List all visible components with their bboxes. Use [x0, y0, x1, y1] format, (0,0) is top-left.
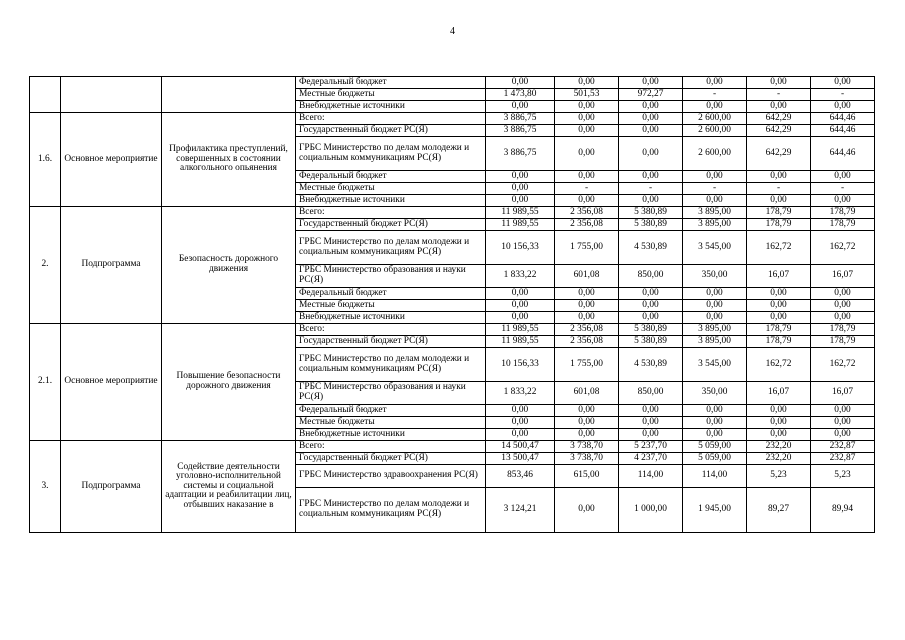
year-value-cell: 0,00 — [747, 300, 811, 312]
year-value-cell: 178,79 — [811, 336, 875, 348]
year-value-cell: 3 895,00 — [683, 336, 747, 348]
funding-source-cell: ГРБС Министерство по делам молодежи и социальным коммуникациям РС(Я) — [296, 348, 486, 382]
funding-source-cell: Государственный бюджет РС(Я) — [296, 219, 486, 231]
year-value-cell: 0,00 — [619, 195, 683, 207]
total-value-cell: 3 886,75 — [486, 125, 555, 137]
year-value-cell: 232,20 — [747, 441, 811, 453]
year-value-cell: 0,00 — [555, 300, 619, 312]
year-value-cell: 0,00 — [619, 125, 683, 137]
funding-source-cell: Всего: — [296, 441, 486, 453]
funding-source-cell: Местные бюджеты — [296, 417, 486, 429]
year-value-cell: 0,00 — [555, 113, 619, 125]
funding-source-cell: Внебюджетные источники — [296, 312, 486, 324]
total-value-cell: 10 156,33 — [486, 231, 555, 265]
year-value-cell: 16,07 — [811, 265, 875, 288]
table-row — [30, 77, 875, 89]
year-value-cell: 5 237,70 — [619, 441, 683, 453]
year-value-cell: 0,00 — [555, 417, 619, 429]
funding-source-cell: Внебюджетные источники — [296, 429, 486, 441]
year-value-cell: 850,00 — [619, 265, 683, 288]
year-value-cell: 0,00 — [555, 137, 619, 171]
total-value-cell: 0,00 — [486, 195, 555, 207]
year-value-cell: 5 380,89 — [619, 336, 683, 348]
year-value-cell: 0,00 — [683, 417, 747, 429]
total-value-cell: 0,00 — [486, 183, 555, 195]
year-value-cell: - — [811, 89, 875, 101]
row-number-cell — [30, 77, 61, 113]
year-value-cell: 644,46 — [811, 137, 875, 171]
year-value-cell: 644,46 — [811, 125, 875, 137]
page-number: 4 — [450, 26, 455, 37]
year-value-cell: 5,23 — [747, 465, 811, 488]
row-type-cell: Подпрограмма — [61, 207, 162, 324]
year-value-cell: 972,27 — [619, 89, 683, 101]
total-value-cell: 3 124,21 — [486, 488, 555, 533]
year-value-cell: 0,00 — [555, 171, 619, 183]
row-name-cell: Профилактика преступлений, совершенных в состоянии алкогольного опьянения — [162, 113, 296, 207]
year-value-cell: 0,00 — [811, 77, 875, 89]
row-type-cell — [61, 77, 162, 113]
year-value-cell: 5 380,89 — [619, 207, 683, 219]
year-value-cell: 3 545,00 — [683, 348, 747, 382]
table-row — [30, 324, 875, 336]
year-value-cell: 4 530,89 — [619, 348, 683, 382]
funding-source-cell: Всего: — [296, 113, 486, 125]
year-value-cell: 0,00 — [811, 288, 875, 300]
year-value-cell: 89,94 — [811, 488, 875, 533]
total-value-cell: 0,00 — [486, 101, 555, 113]
row-number-cell: 2. — [30, 207, 61, 324]
funding-source-cell: Местные бюджеты — [296, 300, 486, 312]
year-value-cell: 0,00 — [811, 101, 875, 113]
total-value-cell: 11 989,55 — [486, 207, 555, 219]
year-value-cell: - — [555, 183, 619, 195]
total-value-cell: 11 989,55 — [486, 219, 555, 231]
budget-table-body — [30, 77, 875, 533]
funding-source-cell: Местные бюджеты — [296, 183, 486, 195]
year-value-cell: 114,00 — [683, 465, 747, 488]
year-value-cell: 601,08 — [555, 382, 619, 405]
total-value-cell: 0,00 — [486, 171, 555, 183]
total-value-cell: 0,00 — [486, 429, 555, 441]
year-value-cell: 178,79 — [747, 324, 811, 336]
year-value-cell: 178,79 — [747, 219, 811, 231]
year-value-cell: 0,00 — [811, 312, 875, 324]
year-value-cell: 0,00 — [619, 101, 683, 113]
year-value-cell: 0,00 — [811, 429, 875, 441]
year-value-cell: 89,27 — [747, 488, 811, 533]
year-value-cell: 0,00 — [747, 288, 811, 300]
year-value-cell: 0,00 — [619, 405, 683, 417]
row-name-cell — [162, 77, 296, 113]
year-value-cell: 0,00 — [747, 77, 811, 89]
year-value-cell: 0,00 — [683, 300, 747, 312]
year-value-cell: 0,00 — [619, 137, 683, 171]
total-value-cell: 11 989,55 — [486, 336, 555, 348]
year-value-cell: 114,00 — [619, 465, 683, 488]
total-value-cell: 10 156,33 — [486, 348, 555, 382]
total-value-cell: 0,00 — [486, 405, 555, 417]
row-type-cell: Подпрограмма — [61, 441, 162, 533]
total-value-cell: 3 886,75 — [486, 137, 555, 171]
row-number-cell: 2.1. — [30, 324, 61, 441]
year-value-cell: 1 755,00 — [555, 231, 619, 265]
year-value-cell: 642,29 — [747, 125, 811, 137]
year-value-cell: 162,72 — [747, 231, 811, 265]
year-value-cell: 2 600,00 — [683, 125, 747, 137]
funding-source-cell: Государственный бюджет РС(Я) — [296, 125, 486, 137]
funding-source-cell: Всего: — [296, 324, 486, 336]
year-value-cell: 0,00 — [619, 429, 683, 441]
table-row — [30, 441, 875, 453]
funding-source-cell: Федеральный бюджет — [296, 405, 486, 417]
year-value-cell: 501,53 — [555, 89, 619, 101]
year-value-cell: 178,79 — [811, 324, 875, 336]
funding-source-cell: ГРБС Министерство по делам молодежи и социальным коммуникациям РС(Я) — [296, 231, 486, 265]
year-value-cell: 0,00 — [683, 77, 747, 89]
year-value-cell: 3 545,00 — [683, 231, 747, 265]
year-value-cell: 644,46 — [811, 113, 875, 125]
year-value-cell: 0,00 — [747, 405, 811, 417]
year-value-cell: 0,00 — [555, 405, 619, 417]
year-value-cell: 0,00 — [619, 312, 683, 324]
year-value-cell: 2 600,00 — [683, 113, 747, 125]
year-value-cell: - — [747, 89, 811, 101]
year-value-cell: 642,29 — [747, 113, 811, 125]
year-value-cell: 0,00 — [619, 171, 683, 183]
row-name-cell: Содействие деятельности уголовно-исполнительной системы и социальной адаптации и реабилитации лиц, отбывших наказание в — [162, 441, 296, 533]
total-value-cell: 11 989,55 — [486, 324, 555, 336]
year-value-cell: 0,00 — [683, 195, 747, 207]
funding-source-cell: ГРБС Министерство образования и науки РС(Я) — [296, 265, 486, 288]
total-value-cell: 14 500,47 — [486, 441, 555, 453]
funding-source-cell: Всего: — [296, 207, 486, 219]
year-value-cell: 350,00 — [683, 382, 747, 405]
year-value-cell: - — [747, 183, 811, 195]
year-value-cell: 2 600,00 — [683, 137, 747, 171]
total-value-cell: 1 833,22 — [486, 265, 555, 288]
year-value-cell: - — [683, 183, 747, 195]
year-value-cell: 232,20 — [747, 453, 811, 465]
year-value-cell: 5 380,89 — [619, 219, 683, 231]
year-value-cell: 0,00 — [811, 171, 875, 183]
year-value-cell: 0,00 — [683, 171, 747, 183]
year-value-cell: 0,00 — [747, 195, 811, 207]
year-value-cell: 2 356,08 — [555, 207, 619, 219]
year-value-cell: 2 356,08 — [555, 324, 619, 336]
year-value-cell: 0,00 — [811, 405, 875, 417]
total-value-cell: 3 886,75 — [486, 113, 555, 125]
year-value-cell: 3 738,70 — [555, 441, 619, 453]
year-value-cell: 0,00 — [555, 101, 619, 113]
total-value-cell: 853,46 — [486, 465, 555, 488]
year-value-cell: 0,00 — [619, 288, 683, 300]
year-value-cell: 0,00 — [683, 288, 747, 300]
row-name-cell: Безопасность дорожного движения — [162, 207, 296, 324]
year-value-cell: 0,00 — [555, 429, 619, 441]
year-value-cell: - — [683, 89, 747, 101]
funding-source-cell: Местные бюджеты — [296, 89, 486, 101]
year-value-cell: 1 945,00 — [683, 488, 747, 533]
year-value-cell: 2 356,08 — [555, 219, 619, 231]
year-value-cell: - — [811, 183, 875, 195]
year-value-cell: 615,00 — [555, 465, 619, 488]
row-type-cell: Основное мероприятие — [61, 113, 162, 207]
table-row — [30, 113, 875, 125]
funding-source-cell: ГРБС Министерство образования и науки РС(Я) — [296, 382, 486, 405]
year-value-cell: 0,00 — [747, 171, 811, 183]
budget-table — [29, 76, 875, 533]
year-value-cell: 642,29 — [747, 137, 811, 171]
funding-source-cell: Внебюджетные источники — [296, 195, 486, 207]
row-number-cell: 3. — [30, 441, 61, 533]
year-value-cell: 232,87 — [811, 441, 875, 453]
year-value-cell: 0,00 — [555, 488, 619, 533]
year-value-cell: 0,00 — [555, 195, 619, 207]
funding-source-cell: Государственный бюджет РС(Я) — [296, 453, 486, 465]
total-value-cell: 0,00 — [486, 417, 555, 429]
funding-source-cell: ГРБС Министерство здравоохранения РС(Я) — [296, 465, 486, 488]
year-value-cell: 850,00 — [619, 382, 683, 405]
year-value-cell: 0,00 — [619, 77, 683, 89]
year-value-cell: 0,00 — [619, 113, 683, 125]
year-value-cell: 16,07 — [747, 382, 811, 405]
total-value-cell: 1 473,80 — [486, 89, 555, 101]
year-value-cell: 4 237,70 — [619, 453, 683, 465]
year-value-cell: 5 380,89 — [619, 324, 683, 336]
total-value-cell: 1 833,22 — [486, 382, 555, 405]
funding-source-cell: Федеральный бюджет — [296, 288, 486, 300]
year-value-cell: 0,00 — [555, 288, 619, 300]
total-value-cell: 0,00 — [486, 300, 555, 312]
year-value-cell: 0,00 — [683, 429, 747, 441]
year-value-cell: 5 059,00 — [683, 453, 747, 465]
year-value-cell: 162,72 — [811, 348, 875, 382]
year-value-cell: 350,00 — [683, 265, 747, 288]
year-value-cell: 0,00 — [683, 312, 747, 324]
row-name-cell: Повышение безопасности дорожного движения — [162, 324, 296, 441]
year-value-cell: 178,79 — [747, 207, 811, 219]
total-value-cell: 0,00 — [486, 288, 555, 300]
year-value-cell: 162,72 — [747, 348, 811, 382]
year-value-cell: 601,08 — [555, 265, 619, 288]
year-value-cell: 178,79 — [811, 219, 875, 231]
year-value-cell: 2 356,08 — [555, 336, 619, 348]
year-value-cell: 0,00 — [555, 125, 619, 137]
table-row — [30, 207, 875, 219]
year-value-cell: 178,79 — [747, 336, 811, 348]
row-number-cell: 1.6. — [30, 113, 61, 207]
year-value-cell: 1 755,00 — [555, 348, 619, 382]
year-value-cell: 1 000,00 — [619, 488, 683, 533]
year-value-cell: 0,00 — [747, 101, 811, 113]
total-value-cell: 13 500,47 — [486, 453, 555, 465]
funding-source-cell: Внебюджетные источники — [296, 101, 486, 113]
year-value-cell: 3 895,00 — [683, 219, 747, 231]
year-value-cell: 0,00 — [619, 300, 683, 312]
year-value-cell: 0,00 — [555, 312, 619, 324]
total-value-cell: 0,00 — [486, 77, 555, 89]
year-value-cell: 5 059,00 — [683, 441, 747, 453]
year-value-cell: 4 530,89 — [619, 231, 683, 265]
funding-source-cell: ГРБС Министерство по делам молодежи и социальным коммуникациям РС(Я) — [296, 488, 486, 533]
year-value-cell: 3 895,00 — [683, 324, 747, 336]
funding-source-cell: ГРБС Министерство по делам молодежи и социальным коммуникациям РС(Я) — [296, 137, 486, 171]
total-value-cell: 0,00 — [486, 312, 555, 324]
year-value-cell: 0,00 — [811, 417, 875, 429]
year-value-cell: 0,00 — [619, 417, 683, 429]
year-value-cell: 0,00 — [811, 300, 875, 312]
row-type-cell: Основное мероприятие — [61, 324, 162, 441]
year-value-cell: 232,87 — [811, 453, 875, 465]
year-value-cell: 0,00 — [811, 195, 875, 207]
year-value-cell: 3 738,70 — [555, 453, 619, 465]
funding-source-cell: Федеральный бюджет — [296, 171, 486, 183]
year-value-cell: 0,00 — [683, 101, 747, 113]
year-value-cell: 0,00 — [555, 77, 619, 89]
funding-source-cell: Государственный бюджет РС(Я) — [296, 336, 486, 348]
year-value-cell: 162,72 — [811, 231, 875, 265]
year-value-cell: 16,07 — [811, 382, 875, 405]
funding-source-cell: Федеральный бюджет — [296, 77, 486, 89]
year-value-cell: - — [619, 183, 683, 195]
year-value-cell: 0,00 — [683, 405, 747, 417]
year-value-cell: 16,07 — [747, 265, 811, 288]
year-value-cell: 178,79 — [811, 207, 875, 219]
year-value-cell: 0,00 — [747, 312, 811, 324]
year-value-cell: 3 895,00 — [683, 207, 747, 219]
year-value-cell: 0,00 — [747, 429, 811, 441]
year-value-cell: 5,23 — [811, 465, 875, 488]
year-value-cell: 0,00 — [747, 417, 811, 429]
